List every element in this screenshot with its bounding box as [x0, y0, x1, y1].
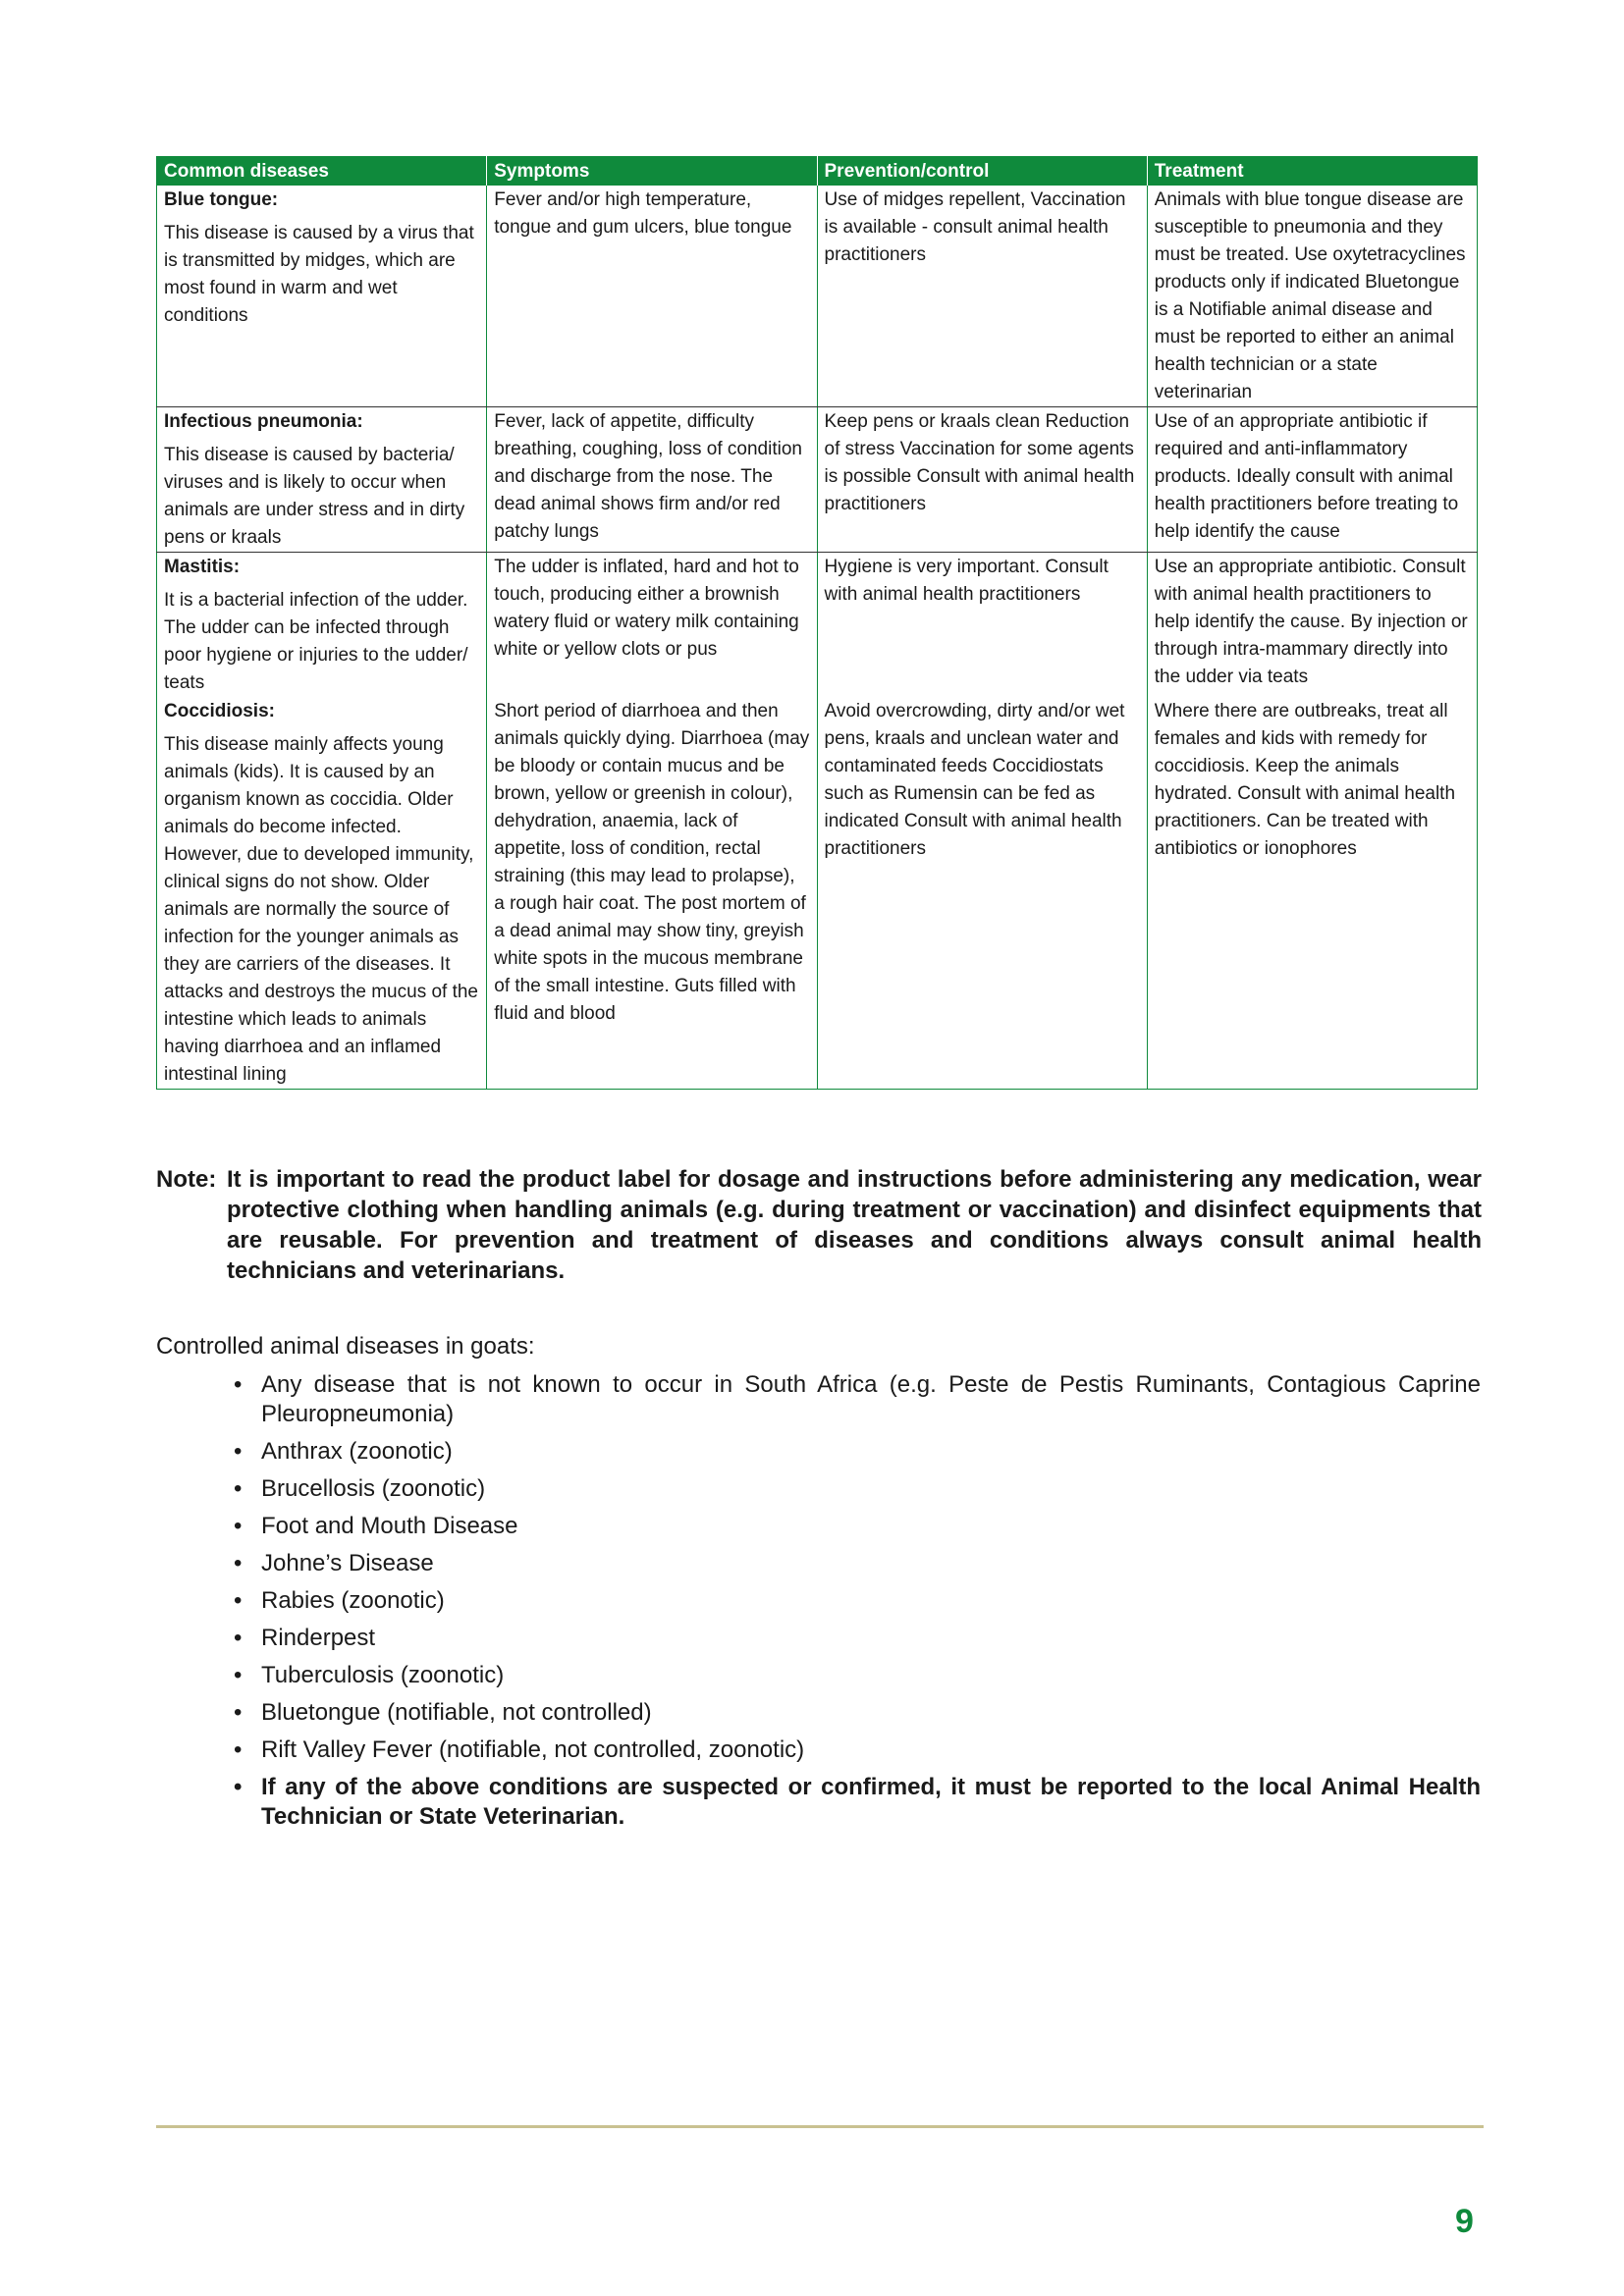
- list-item-text: Rinderpest: [261, 1625, 376, 1651]
- bullet-icon: •: [234, 1371, 243, 1398]
- prevention-cell: Hygiene is very important. Consult with animal health practitioners: [817, 553, 1147, 698]
- prevention-cell: Keep pens or kraals clean Reduction of stress Vaccination for some agents is possible Consult with animal health practitioners: [817, 407, 1147, 553]
- note-label: Note:: [156, 1166, 217, 1193]
- list-item-text: Tuberculosis (zoonotic): [261, 1662, 505, 1688]
- bullet-icon: •: [234, 1774, 243, 1800]
- table-row: [157, 697, 1478, 1090]
- footer-divider: [156, 2125, 1484, 2128]
- table-row: [157, 407, 1478, 553]
- symptoms-cell: Fever and/or high temperature, tongue and gum ulcers, blue tongue: [487, 186, 817, 407]
- list-item: [228, 1549, 1481, 1578]
- controlled-diseases-heading: Controlled animal diseases in goats:: [156, 1333, 535, 1360]
- bullet-icon: •: [234, 1736, 243, 1763]
- header-symptoms: Symptoms: [487, 156, 817, 186]
- header-treatment: Treatment: [1147, 156, 1477, 186]
- list-item: [228, 1512, 1481, 1541]
- list-item: [228, 1586, 1481, 1616]
- table-row: [157, 186, 1478, 407]
- bullet-icon: •: [234, 1513, 243, 1539]
- bullet-icon: •: [234, 1587, 243, 1614]
- list-item-text: Johne’s Disease: [261, 1550, 434, 1576]
- controlled-diseases-list: [228, 1370, 1481, 1840]
- disease-description: This disease is caused by a virus that is transmitted by midges, which are most found in warm and wet conditions: [164, 223, 474, 326]
- list-item: [228, 1624, 1481, 1653]
- page-number: 9: [1455, 2203, 1474, 2240]
- list-item: [228, 1370, 1481, 1429]
- list-item-text: Anthrax (zoonotic): [261, 1438, 453, 1465]
- disease-cell: [157, 407, 487, 553]
- symptoms-cell: The udder is inflated, hard and hot to touch, producing either a brownish watery fluid or watery milk containing white or yellow clots or pus: [487, 553, 817, 698]
- treatment-cell: Animals with blue tongue disease are susceptible to pneumonia and they must be treated. Use oxytetracyclines products only if indicated Bluetongue is a Notifiable animal disease and must be reported to either an animal health technician or a state veterinarian: [1147, 186, 1477, 407]
- header-prevention-control: Prevention/control: [817, 156, 1147, 186]
- list-item: [228, 1437, 1481, 1467]
- disease-description: It is a bacterial infection of the udder. The udder can be infected through poor hygiene or injuries to the udder/ teats: [164, 590, 468, 693]
- list-item-text: If any of the above conditions are suspected or confirmed, it must be reported to the local Animal Health Technician or State Veterinarian.: [261, 1774, 1481, 1830]
- header-common-diseases: Common diseases: [157, 156, 487, 186]
- bullet-icon: •: [234, 1475, 243, 1502]
- list-item-report-notice: [228, 1773, 1481, 1832]
- list-item: [228, 1661, 1481, 1690]
- bullet-icon: •: [234, 1699, 243, 1726]
- list-item: [228, 1474, 1481, 1504]
- prevention-cell: Avoid overcrowding, dirty and/or wet pens, kraals and unclean water and contaminated feeds Coccidiostats such as Rumensin can be fed as indicated Consult with animal health practitioners: [817, 697, 1147, 1090]
- disease-cell: [157, 186, 487, 407]
- treatment-cell: Where there are outbreaks, treat all females and kids with remedy for coccidiosis. Keep the animals hydrated. Consult with animal health practitioners. Can be treated with antibiotics or ionophores: [1147, 697, 1477, 1090]
- disease-name: Coccidiosis:: [164, 701, 275, 721]
- prevention-cell: Use of midges repellent, Vaccination is available - consult animal health practitioners: [817, 186, 1147, 407]
- table-header-row: [157, 156, 1478, 186]
- disease-cell: [157, 553, 487, 698]
- disease-name: Mastitis:: [164, 557, 241, 577]
- disease-cell: [157, 697, 487, 1090]
- bullet-icon: •: [234, 1438, 243, 1465]
- disease-description: This disease is caused by bacteria/ viruses and is likely to occur when animals are under stress and in dirty pens or kraals: [164, 445, 465, 548]
- list-item-text: Brucellosis (zoonotic): [261, 1475, 486, 1502]
- list-item: [228, 1698, 1481, 1728]
- list-item-text: Rift Valley Fever (notifiable, not controlled, zoonotic): [261, 1736, 805, 1763]
- disease-name: Blue tongue:: [164, 189, 279, 210]
- note-text: It is important to read the product label for dosage and instructions before administering any medication, wear protective clothing when handling animals (e.g. during treatment or vaccination) and disinfect equipments that are reusable. For prevention and treatment of diseases and conditions always consult animal health technicians and veterinarians.: [227, 1166, 1482, 1284]
- note-paragraph: [156, 1164, 1482, 1286]
- disease-table: [156, 156, 1478, 1090]
- bullet-icon: •: [234, 1662, 243, 1688]
- treatment-cell: Use an appropriate antibiotic. Consult with animal health practitioners to help identify the cause. By injection or through intra-mammary directly into the udder via teats: [1147, 553, 1477, 698]
- bullet-icon: •: [234, 1625, 243, 1651]
- disease-description: This disease mainly affects young animals (kids). It is caused by an organism known as coccidia. Older animals do become infected. However, due to developed immunity, clinical signs do not show. Older animals are normally the source of infection for the younger animals as they are carriers of the diseases. It attacks and destroys the mucus of the intestine which leads to animals having diarrhoea and an inflamed intestinal lining: [164, 734, 479, 1085]
- list-item-text: Rabies (zoonotic): [261, 1587, 445, 1614]
- disease-name: Infectious pneumonia:: [164, 411, 363, 432]
- symptoms-cell: Short period of diarrhoea and then animals quickly dying. Diarrhoea (may be bloody or contain mucus and be brown, yellow or greenish in colour), dehydration, anaemia, lack of appetite, loss of condition, rectal straining (this may lead to prolapse), a rough hair coat. The post mortem of a dead animal may show tiny, greyish white spots in the mucous membrane of the small intestine. Guts filled with fluid and blood: [487, 697, 817, 1090]
- list-item: [228, 1735, 1481, 1765]
- treatment-cell: Use of an appropriate antibiotic if required and anti-inflammatory products. Ideally consult with animal health practitioners before treating to help identify the cause: [1147, 407, 1477, 553]
- list-item-text: Any disease that is not known to occur in South Africa (e.g. Peste de Pestis Ruminants, Contagious Caprine Pleuropneumonia): [261, 1371, 1481, 1427]
- bullet-icon: •: [234, 1550, 243, 1576]
- list-item-text: Foot and Mouth Disease: [261, 1513, 518, 1539]
- list-item-text: Bluetongue (notifiable, not controlled): [261, 1699, 652, 1726]
- table-row: [157, 553, 1478, 698]
- symptoms-cell: Fever, lack of appetite, difficulty breathing, coughing, loss of condition and discharge from the nose. The dead animal shows firm and/or red patchy lungs: [487, 407, 817, 553]
